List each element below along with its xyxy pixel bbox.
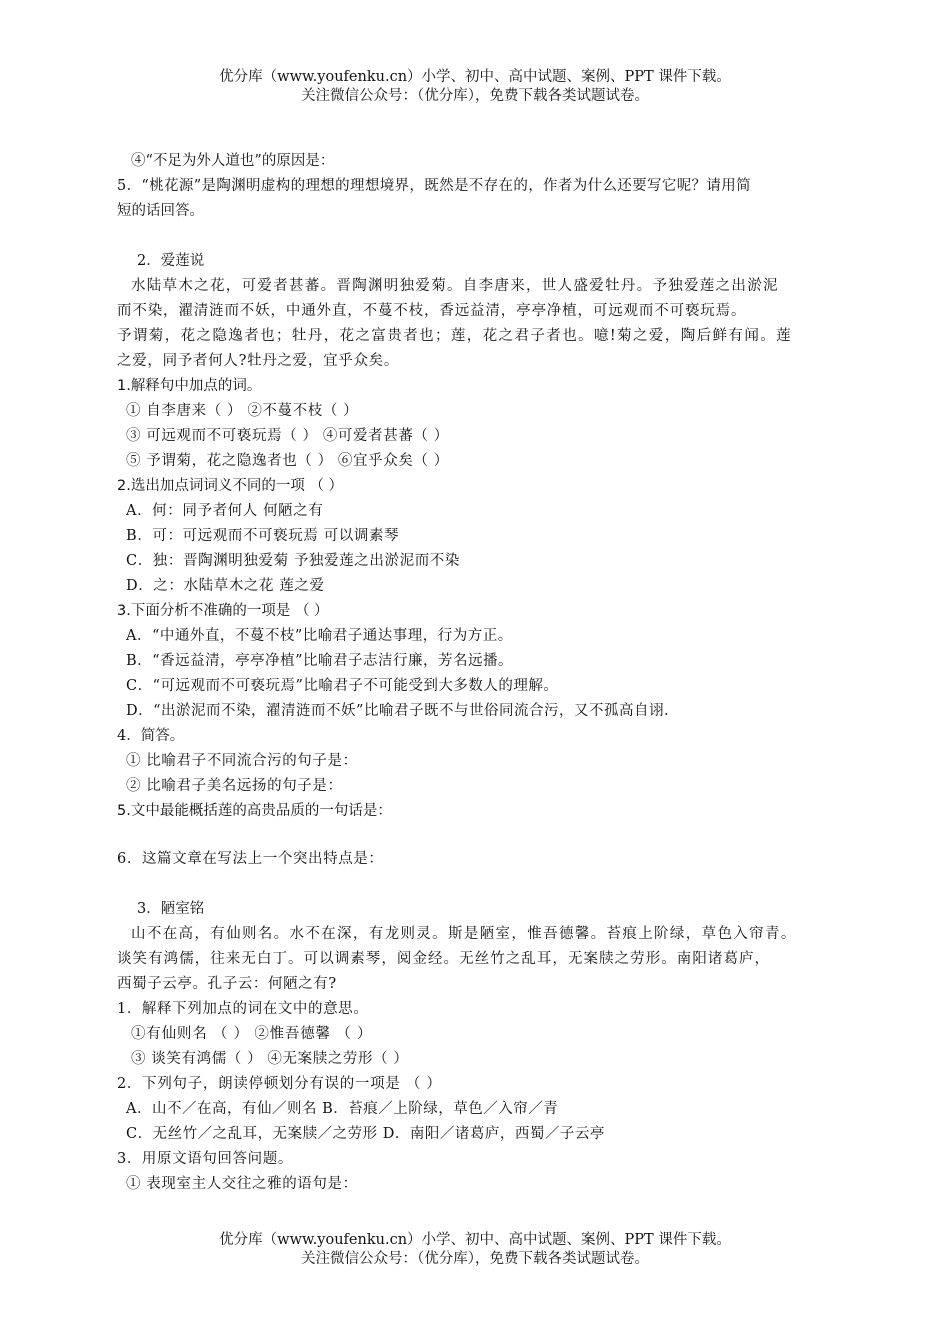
option: C．独：晋陶渊明独爱菊 予独爱莲之出淤泥而不染 bbox=[126, 553, 461, 569]
question: 2.选出加点词词义不同的一项 （ ） bbox=[117, 478, 344, 494]
text-line: ③ 可远观而不可亵玩焉（ ） ④可爱者甚蕃（ ） bbox=[126, 428, 449, 444]
text-line: 西蜀子云亭。孔子云：何陋之有? bbox=[117, 976, 337, 992]
question: 4．简答。 bbox=[117, 728, 185, 744]
question: 1．解释下列加点的词在文中的意思。 bbox=[117, 1001, 369, 1017]
header-line-2: 关注微信公众号：（优分库），免费下载各类试题试卷。 bbox=[301, 88, 649, 104]
option: C．无丝竹／之乱耳，无案牍／之劳形 D．南阳／诸葛庐，西蜀／子云亭 bbox=[126, 1126, 605, 1142]
option: B．可：可远观而不可亵玩焉 可以调素琴 bbox=[126, 528, 400, 544]
text-line: 而不染，濯清涟而不妖，中通外直，不蔓不枝，香远益清，亭亭净植，可远观而不可亵玩焉。 bbox=[117, 303, 747, 319]
footer-line-1: 优分库（www.youfenku.cn）小学、初中、高中试题、案例、PPT 课件下载。 bbox=[219, 1232, 731, 1248]
question: 6．这篇文章在写法上一个突出特点是： bbox=[117, 851, 384, 867]
text-line: ①有仙则名 （ ） ②惟吾德馨 （ ） bbox=[131, 1026, 373, 1042]
page-footer bbox=[0, 1231, 950, 1269]
question: 3．用原文语句回答问题。 bbox=[117, 1151, 293, 1167]
text-line: 短的话回答。 bbox=[117, 203, 204, 219]
text-line: ② 比喻君子美名远扬的句子是： bbox=[126, 778, 343, 794]
option: D．之：水陆草木之花 莲之爱 bbox=[126, 578, 325, 594]
question: 3.下面分析不准确的一项是 （ ） bbox=[117, 603, 329, 619]
header-line-1: 优分库（www.youfenku.cn）小学、初中、高中试题、案例、PPT 课件下载。 bbox=[219, 69, 731, 85]
text-line: 5．“桃花源”是陶渊明虚构的理想的理想境界，既然是不存在的，作者为什么还要写它呢？请用简 bbox=[117, 178, 751, 194]
option: A．山不／在高，有仙／则名 B．苔痕／上阶绿，草色／入帘／青 bbox=[126, 1101, 559, 1117]
text-line: ⑤ 予谓菊，花之隐逸者也（ ） ⑥宜乎众矣（ ） bbox=[126, 453, 449, 469]
question: 5.文中最能概括莲的高贵品质的一句话是： bbox=[117, 803, 392, 819]
text-line: 予谓菊，花之隐逸者也；牡丹，花之富贵者也；莲，花之君子者也。噫!菊之爱，陶后鲜有闻。莲 bbox=[117, 328, 793, 344]
text-line: ① 自李唐来（ ） ②不蔓不枝（ ） bbox=[126, 403, 359, 419]
text-line: ③ 谈笑有鸿儒（ ） ④无案牍之劳形（ ） bbox=[131, 1051, 409, 1067]
text-line: ① 比喻君子不同流合污的句子是： bbox=[126, 753, 358, 769]
text-line: ① 表现室主人交往之雅的语句是： bbox=[126, 1176, 358, 1192]
question: 2．下列句子，朗读停顿划分有误的一项是 （ ） bbox=[117, 1076, 442, 1092]
text-line: 山不在高，有仙则名。水不在深，有龙则灵。斯是陋室，惟吾德馨。苔痕上阶绿，草色入帘青。 bbox=[131, 926, 797, 942]
page-header bbox=[0, 68, 950, 106]
question: 1.解释句中加点的词。 bbox=[117, 378, 262, 394]
option: D．“出淤泥而不染，濯清涟而不妖”比喻君子既不与世俗同流合污，又不孤高自诩. bbox=[126, 703, 670, 719]
text-line: 谈笑有鸿儒，往来无白丁。可以调素琴，阅金经。无丝竹之乱耳，无案牍之劳形。南阳诸葛庐， bbox=[117, 951, 771, 967]
option: A．何：同予者何人 何陋之有 bbox=[126, 503, 324, 519]
section-title: 2．爱莲说 bbox=[137, 253, 205, 269]
option: A．“中通外直，不蔓不枝”比喻君子通达事理，行为方正。 bbox=[126, 628, 513, 644]
option: C．“可远观而不可亵玩焉”比喻君子不可能受到大多数人的理解。 bbox=[126, 678, 559, 694]
footer-line-2: 关注微信公众号：（优分库），免费下载各类试题试卷。 bbox=[301, 1251, 649, 1267]
option: B．“香远益清，亭亭净植”比喻君子志洁行廉，芳名远播。 bbox=[126, 653, 513, 669]
text-line: 之爱，同予者何人?牡丹之爱，宜乎众矣。 bbox=[117, 353, 400, 369]
text-line: 水陆草木之花，可爱者甚蕃。晋陶渊明独爱菊。自李唐来，世人盛爱牡丹。予独爱莲之出淤泥 bbox=[131, 278, 779, 294]
text-line: ④“不足为外人道也”的原因是： bbox=[131, 153, 335, 169]
section-title: 3．陋室铭 bbox=[137, 901, 205, 917]
